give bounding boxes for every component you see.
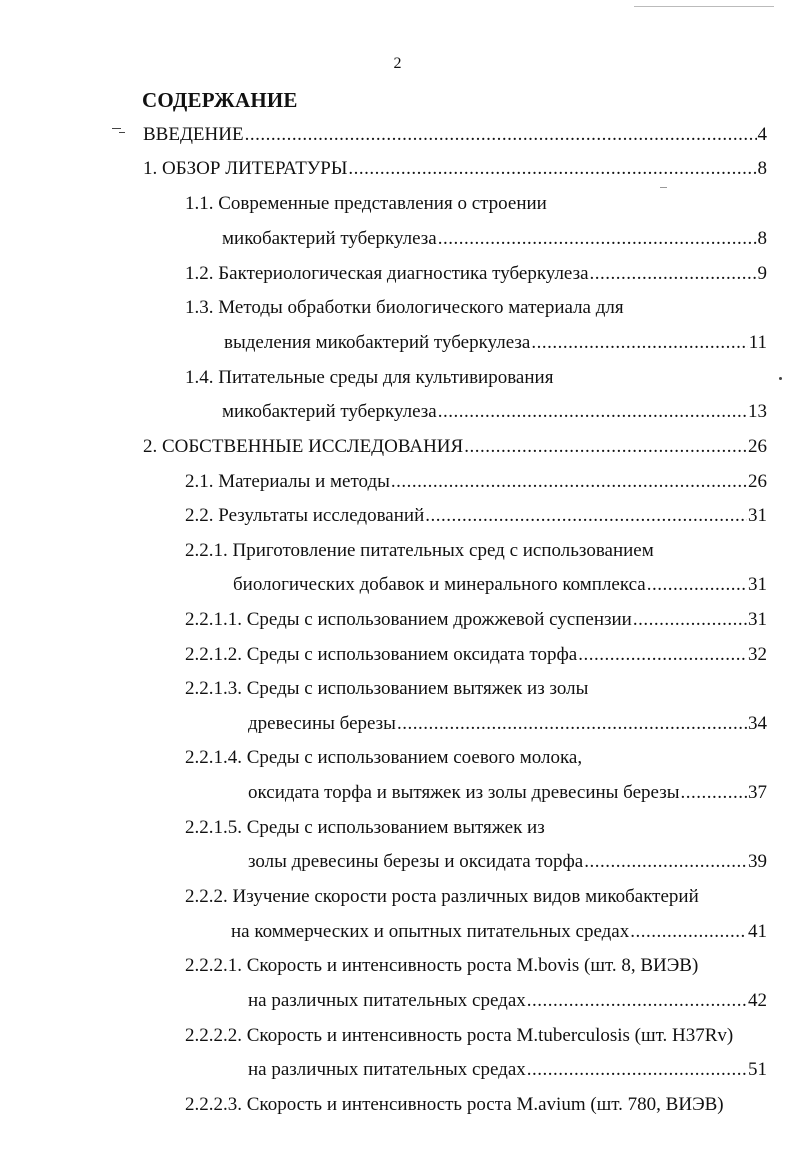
toc-entry-text: 2.2.2.2. Скорость и интенсивность роста M.tuberculosis (шт. H37Rv) (185, 1025, 734, 1046)
dot-leader (590, 263, 757, 285)
toc-entry (233, 574, 767, 596)
toc-entry-page: 9 (757, 263, 767, 284)
toc-entry-text: 2.2. Результаты исследований (185, 505, 425, 526)
toc-entry-page: 11 (748, 332, 767, 353)
toc-entry-page: 32 (748, 644, 767, 665)
toc-entry-text: 2.2.1.1. Среды с использованием дрожжевой суспензии (185, 609, 632, 630)
toc-entry (248, 1059, 767, 1081)
toc-entry-text: на различных питательных средах (248, 1059, 526, 1080)
toc-entry-page: 31 (748, 609, 767, 630)
toc-entry-text: 1.4. Питательные среды для культивирования (185, 367, 554, 388)
toc-entry-text: 2. СОБСТВЕННЫЕ ИССЛЕДОВАНИЯ (143, 436, 464, 457)
toc-entry-text: 2.2.1. Приготовление питательных сред с использованием (185, 540, 654, 561)
toc-entry-page: 4 (757, 124, 767, 145)
toc-entry-text: на различных питательных средах (248, 990, 526, 1011)
scan-speck (779, 377, 782, 380)
toc-entry (143, 124, 767, 146)
toc-entry-page: 26 (748, 436, 767, 457)
toc-entry (248, 782, 767, 804)
dot-leader (438, 401, 747, 423)
toc-entry-text: на коммерческих и опытных питательных средах (231, 921, 630, 942)
dot-leader (647, 574, 747, 596)
dot-leader (531, 332, 747, 354)
toc-entry-text: 2.2.1.3. Среды с использованием вытяжек из золы (185, 678, 589, 699)
page-number: 2 (393, 55, 402, 72)
toc-entry-page: 26 (748, 471, 767, 492)
toc-entry-page: 42 (748, 990, 767, 1011)
toc-entry-text: 1.3. Методы обработки биологического материала для (185, 297, 624, 318)
dot-leader (633, 609, 747, 631)
dot-leader (630, 921, 747, 943)
toc-entry-page: 31 (748, 574, 767, 595)
toc-entry (143, 436, 767, 458)
toc-entry (185, 263, 767, 285)
toc-entry (248, 990, 767, 1012)
toc-entry (248, 851, 767, 873)
dot-leader (584, 851, 747, 873)
scan-speck (634, 6, 774, 7)
toc-entry-text: 2.2.2.1. Скорость и интенсивность роста M.bovis (шт. 8, ВИЭВ) (185, 955, 699, 976)
toc-entry-text: древесины березы (248, 713, 396, 734)
toc-entry-text: 2.2.1.4. Среды с использованием соевого молока, (185, 747, 583, 768)
dot-leader (527, 990, 747, 1012)
toc-entry-text: микобактерий туберкулеза (222, 228, 437, 249)
toc-entry (248, 713, 767, 735)
toc-entry-page: 34 (748, 713, 767, 734)
dot-leader (348, 158, 756, 180)
toc-entry-page: 31 (748, 505, 767, 526)
toc-entry-page: 41 (748, 921, 767, 942)
toc-entry (222, 228, 767, 250)
scan-speck (660, 187, 667, 188)
dot-leader (578, 644, 747, 666)
toc-entry-text: оксидата торфа и вытяжек из золы древесины березы (248, 782, 680, 803)
toc-entry-text: биологических добавок и минерального комплекса (233, 574, 646, 595)
toc-entry (185, 644, 767, 666)
dot-leader (527, 1059, 747, 1081)
dot-leader (680, 782, 747, 804)
toc-entry (231, 921, 767, 943)
toc-entry (185, 505, 767, 527)
toc-entry-text: выделения микобактерий туберкулеза (224, 332, 531, 353)
dot-leader (245, 124, 757, 146)
scan-speck (119, 132, 125, 133)
toc-entry-text: 2.2.2. Изучение скорости роста различных видов микобактерий (185, 886, 699, 907)
toc-entry-text: 2.2.1.5. Среды с использованием вытяжек из (185, 817, 545, 838)
toc-entry-text: 2.1. Материалы и методы (185, 471, 390, 492)
toc-entry (224, 332, 767, 354)
toc-entry-page: 8 (757, 228, 767, 249)
dot-leader (464, 436, 747, 458)
toc-entry-page: 8 (757, 158, 767, 179)
toc-entry-text: микобактерий туберкулеза (222, 401, 437, 422)
dot-leader (438, 228, 757, 250)
toc-entry-text: 1.2. Бактериологическая диагностика туберкулеза (185, 263, 589, 284)
toc-entry (185, 471, 767, 493)
toc-entry-text: 2.2.2.3. Скорость и интенсивность роста M.avium (шт. 780, ВИЭВ) (185, 1094, 724, 1115)
toc-entry-text: ВВЕДЕНИЕ (143, 124, 244, 145)
toc-entry (222, 401, 767, 423)
toc-entry (185, 609, 767, 631)
dot-leader (397, 713, 747, 735)
toc-entry-text: 1. ОБЗОР ЛИТЕРАТУРЫ (143, 158, 348, 179)
page-title: СОДЕРЖАНИЕ (142, 88, 298, 112)
dot-leader (425, 505, 747, 527)
toc-entry-text: 2.2.1.2. Среды с использованием оксидата торфа (185, 644, 578, 665)
toc-entry-text: 1.1. Современные представления о строении (185, 193, 547, 214)
toc-entry-page: 37 (748, 782, 767, 803)
toc-entry (143, 158, 767, 180)
scan-speck (112, 128, 121, 129)
toc-entry-page: 13 (748, 401, 767, 422)
toc-entry-page: 51 (748, 1059, 767, 1080)
dot-leader (391, 471, 747, 493)
toc-entry-text: золы древесины березы и оксидата торфа (248, 851, 584, 872)
toc-entry-page: 39 (748, 851, 767, 872)
